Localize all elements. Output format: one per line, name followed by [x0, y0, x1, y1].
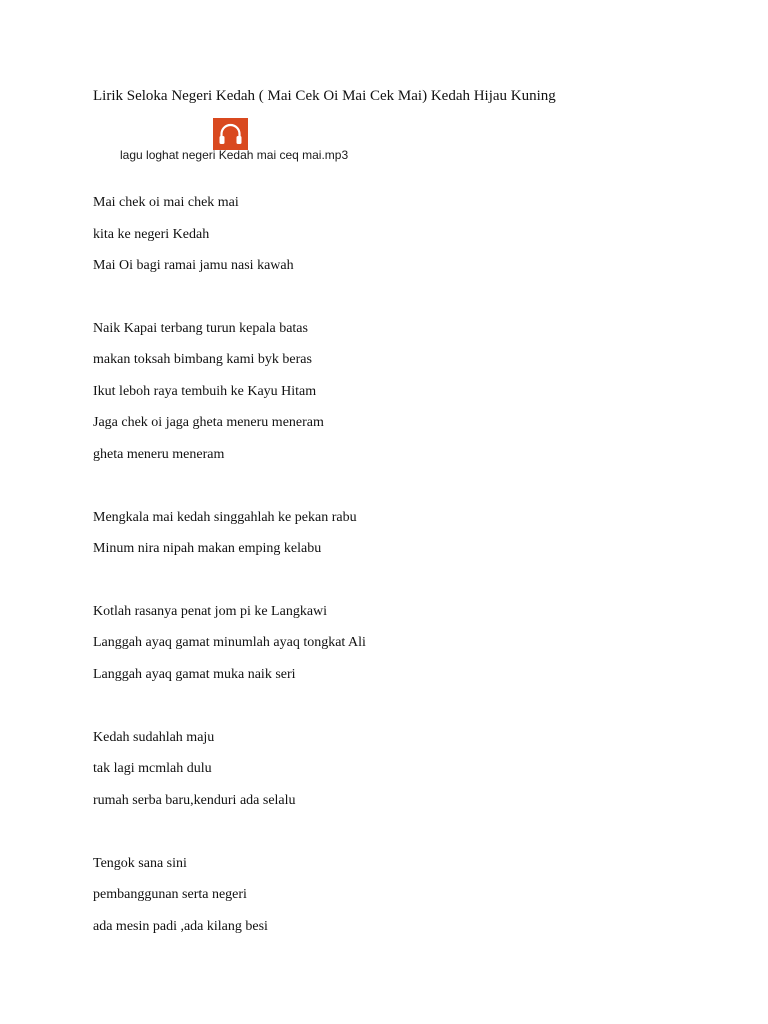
audio-attachment[interactable]: [120, 118, 380, 164]
lyric-line: kita ke negeri Kedah: [93, 227, 210, 242]
lyric-line: Mai Oi bagi ramai jamu nasi kawah: [93, 258, 294, 273]
lyric-line: gheta meneru meneram: [93, 447, 225, 462]
lyric-line: Jaga chek oi jaga gheta meneru meneram: [93, 415, 324, 430]
lyric-line: Langgah ayaq gamat muka naik seri: [93, 667, 296, 682]
lyric-line: rumah serba baru,kenduri ada selalu: [93, 793, 296, 808]
lyric-line: tak lagi mcmlah dulu: [93, 761, 212, 776]
lyric-line: Tengok sana sini: [93, 856, 187, 871]
headphones-icon[interactable]: [213, 118, 248, 150]
lyric-line: Kotlah rasanya penat jom pi ke Langkawi: [93, 604, 328, 619]
lyric-line: makan toksah bimbang kami byk beras: [93, 352, 312, 367]
lyric-line: Langgah ayaq gamat minumlah ayaq tongkat Ali: [93, 635, 366, 650]
attachment-filename[interactable]: lagu loghat negeri Kedah mai ceq mai.mp3: [120, 148, 349, 162]
lyric-line: Mai chek oi mai chek mai: [93, 195, 239, 210]
lyric-line: Minum nira nipah makan emping kelabu: [93, 541, 322, 556]
lyric-line: Mengkala mai kedah singgahlah ke pekan rabu: [93, 510, 357, 525]
lyric-line: Kedah sudahlah maju: [93, 730, 215, 745]
lyric-line: pembanggunan serta negeri: [93, 887, 247, 902]
lyric-line: Ikut leboh raya tembuih ke Kayu Hitam: [93, 384, 317, 399]
page-title: Lirik Seloka Negeri Kedah ( Mai Cek Oi Mai Cek Mai) Kedah Hijau Kuning: [93, 88, 556, 104]
lyric-line: ada mesin padi ,ada kilang besi: [93, 919, 268, 934]
lyric-line: Naik Kapai terbang turun kepala batas: [93, 321, 308, 336]
